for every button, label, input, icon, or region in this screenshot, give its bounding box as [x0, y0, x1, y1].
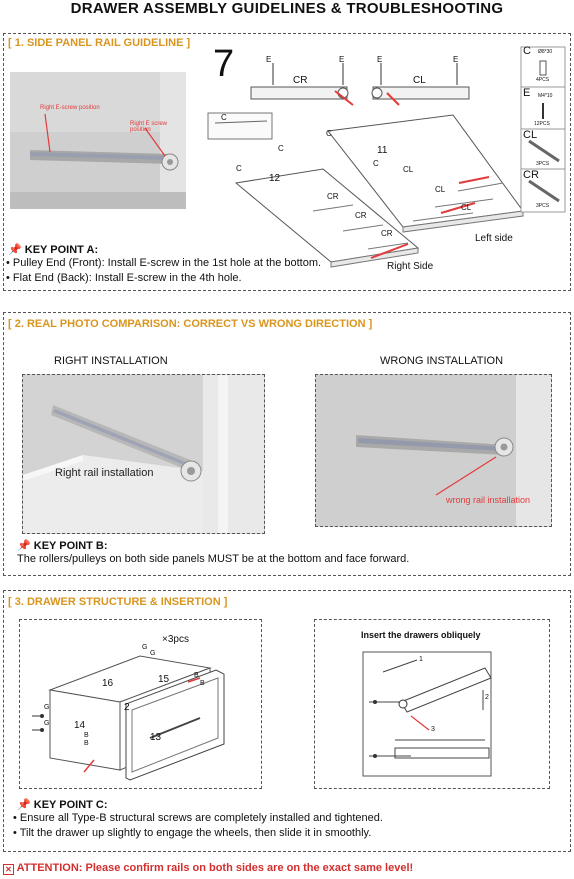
drawer-qty: ×3pcs [162, 634, 189, 645]
drawer-part-13: 13 [150, 732, 162, 743]
drawer-part-16: 16 [102, 678, 114, 689]
rail-label-c-3: C [236, 164, 242, 173]
drawer-letter-g-3: G [44, 704, 50, 711]
drawer-letter-b-2: B [200, 680, 205, 687]
rail-label-e-4: E [453, 55, 459, 64]
key-point-a-bullets [6, 256, 566, 286]
insert-step-3: 3 [431, 726, 435, 733]
right-photo-graphic [23, 375, 264, 533]
insert-step-1: 1 [419, 656, 423, 663]
bullet-text: Ensure all Type-B structural screws are completely installed and tightened. [19, 812, 383, 824]
rail-photo-graphic [10, 72, 186, 209]
part-letter-cr: CR [523, 169, 539, 181]
wrong-photo-label: wrong rail installation [446, 495, 531, 505]
drawer-graphic [20, 620, 261, 788]
key-point-b-label: KEY POINT B: [33, 540, 108, 552]
wrong-installation-photo [315, 374, 552, 527]
key-point-c-label: KEY POINT C: [33, 799, 108, 811]
wrong-installation-title: WRONG INSTALLATION [380, 355, 504, 367]
part-qty-cr: 3PCS [536, 203, 550, 209]
page-title: DRAWER ASSEMBLY GUIDELINES & TROUBLESHOOTING [70, 0, 504, 17]
bullet-text: Tilt the drawer up slightly to engage the wheels, then slide it in smoothly. [19, 827, 372, 839]
drawer-letter-g-2: G [150, 650, 156, 657]
drawer-letter-b-4: B [84, 740, 89, 747]
key-point-c-bullets [13, 811, 563, 841]
rail-label-c-1: C [221, 113, 227, 122]
rail-label-cr-panel-1: CR [327, 192, 339, 201]
right-installation-title: RIGHT INSTALLATION [54, 355, 168, 367]
drawer-letter-g-4: G [44, 720, 50, 727]
part-qty-e: 12PCS [534, 121, 550, 127]
warning-box-icon: ✕ [3, 864, 14, 875]
part-qty-cl: 3PCS [536, 161, 550, 167]
key-point-c-bullet-1: • Ensure all Type-B structural screws are completely installed and tightened. [13, 812, 383, 824]
attention-text: ATTENTION: Please confirm rails on both sides are on the exact same level! [16, 862, 414, 874]
key-point-b-title [17, 539, 108, 552]
section3-heading: [ 3. DRAWER STRUCTURE & INSERTION ] [8, 596, 228, 608]
drawer-structure-diagram [19, 619, 262, 789]
part-letter-cl: CL [523, 129, 538, 141]
bullet-text: Flat End (Back): Install E-screw in the 4th hole. [12, 272, 242, 284]
rail-photo [10, 72, 186, 209]
part-qty-c: 4PCS [536, 77, 550, 83]
rail-label-cl-panel-1: CL [403, 165, 414, 174]
insert-title: Insert the drawers obliquely [361, 630, 481, 640]
rail-label-cl-panel-2: CL [435, 185, 446, 194]
rail-label-c-4: C [278, 144, 284, 153]
rail-label-cl-panel-3: CL [461, 203, 472, 212]
drawer-part-2: 2 [124, 702, 130, 713]
section2-heading: [ 2. REAL PHOTO COMPARISON: CORRECT VS WRONG DIRECTION ] [8, 318, 373, 330]
drawer-letter-b-3: B [84, 732, 89, 739]
right-installation-photo [22, 374, 265, 534]
drawer-letter-b-1: B [194, 672, 199, 679]
left-side-label: Left side [475, 233, 513, 244]
attention-banner [3, 862, 413, 875]
key-point-a-bullet-2: • Flat End (Back): Install E-screw in the 4th hole. [6, 272, 242, 284]
drawer-part-15: 15 [158, 674, 170, 685]
rail-label-c-2: C [326, 129, 332, 138]
key-point-c-title [17, 798, 108, 811]
rail-label-e-1: E [266, 55, 272, 64]
key-point-a-bullet-1: • Pulley End (Front): Install E-screw in the 1st hole at the bottom. [6, 257, 322, 269]
rail-diagram-graphic [203, 43, 567, 286]
rail-label-cr: CR [293, 75, 308, 86]
step-number: 7 [213, 43, 235, 85]
rail-label-e-3: E [377, 55, 383, 64]
rail-label-c-5: C [373, 159, 379, 168]
drawer-insertion-diagram [314, 619, 550, 789]
panel-number-11: 11 [377, 145, 388, 156]
rail-label-cl: CL [413, 75, 426, 86]
photo-label-left: Right E-screw position [40, 105, 100, 111]
rail-install-diagram [203, 43, 567, 286]
rail-label-cr-panel-3: CR [381, 229, 393, 238]
photo-label-right: Right E screw position [130, 121, 168, 133]
part-letter-e: E [523, 87, 531, 99]
part-size-e: M4*10 [538, 93, 553, 99]
insert-step-2: 2 [485, 694, 489, 701]
key-point-b-text: The rollers/pulleys on both side panels MUST be at the bottom and face forward. [17, 553, 410, 565]
pushpin-icon: 📌 [17, 799, 31, 811]
rail-label-cr-panel-2: CR [355, 211, 367, 220]
drawer-part-14: 14 [74, 720, 86, 731]
drawer-letter-g-1: G [142, 644, 148, 651]
right-photo-label: Right rail installation [55, 467, 154, 479]
part-size-c: Ø8*30 [538, 49, 553, 55]
section1-heading: [ 1. SIDE PANEL RAIL GUIDELINE ] [8, 37, 191, 49]
panel-number-12: 12 [269, 173, 281, 184]
key-point-a-title [8, 243, 98, 256]
right-side-label: Right Side [387, 261, 434, 272]
key-point-c-bullet-2: • Tilt the drawer up slightly to engage the wheels, then slide it in smoothly. [13, 827, 372, 839]
rail-label-e-2: E [339, 55, 345, 64]
pushpin-icon: 📌 [8, 244, 22, 256]
part-letter-c: C [523, 45, 531, 57]
insertion-graphic [315, 620, 549, 788]
bullet-text: Pulley End (Front): Install E-screw in the 1st hole at the bottom. [12, 257, 322, 269]
pushpin-icon: 📌 [17, 540, 31, 552]
key-point-a-label: KEY POINT A: [24, 244, 99, 256]
